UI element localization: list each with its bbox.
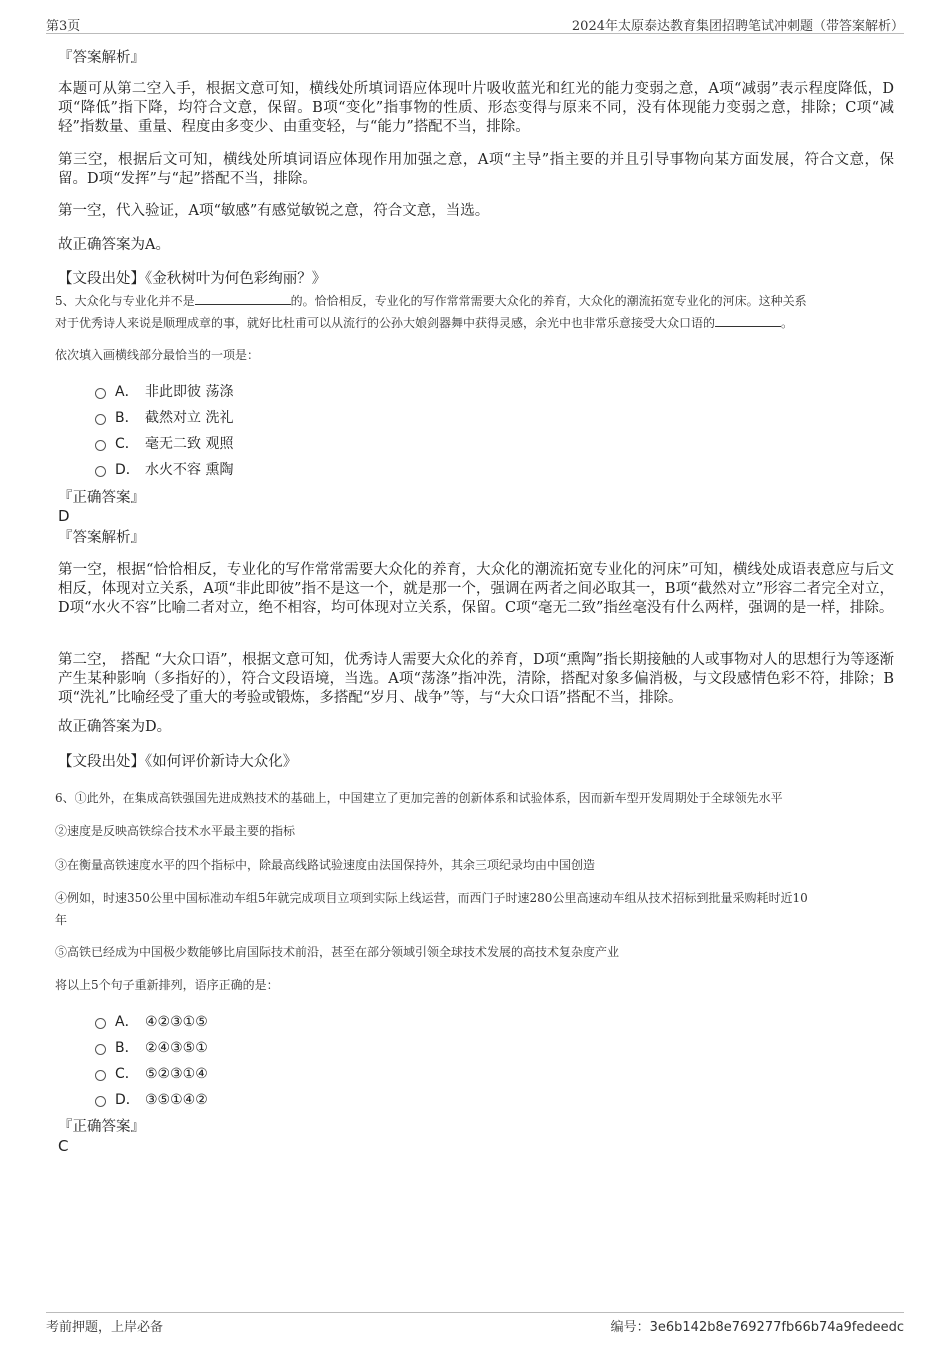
analysis-label: 『答案解析』 [58, 530, 145, 546]
sentence-4: ④例如，时速350公里中国标准动车组5年就完成项目立项到实际上线运营，而西门子时速280公里高速动车组从技术招标到批量采购耗时近10 年 [55, 891, 808, 927]
sentence-5: ⑤高铁已经成为中国极少数能够比肩国际技术前沿，甚至在部分领域引领全球技术发展的高技术复杂度产业 [55, 945, 620, 959]
blank-line [195, 290, 291, 305]
radio-icon[interactable] [95, 388, 106, 399]
question-prompt: 依次填入画横线部分最恰当的一项是： [55, 348, 260, 362]
option-d[interactable]: D． ③⑤①④② [95, 1090, 208, 1110]
page-number: 第3页 [46, 19, 81, 34]
sentence-3: ③在衡量高铁速度水平的四个指标中，除最高线路试验速度由法国保持外，其余三项纪录均由中国创造 [55, 858, 596, 872]
radio-icon[interactable] [95, 440, 106, 451]
radio-icon[interactable] [95, 414, 106, 425]
option-d[interactable]: D． 水火不容 熏陶 [95, 460, 233, 480]
sentence-1: 6、①此外，在集成高铁强国先进成熟技术的基础上，中国建立了更加完善的创新体系和试验体系，因而新车型开发周期处于全球领先水平 [55, 791, 783, 805]
question-prompt: 将以上5个句子重新排列，语序正确的是： [55, 978, 279, 992]
analysis-conclusion: 故正确答案为D。 [58, 719, 172, 735]
option-a[interactable]: A． 非此即彼 荡涤 [95, 382, 233, 402]
analysis-conclusion: 故正确答案为A。 [58, 237, 170, 253]
blank-line [715, 312, 781, 327]
document-id: 编号：3e6b142b8e769277fb66b74a9fedeedc [610, 1320, 904, 1335]
radio-icon[interactable] [95, 1044, 106, 1055]
analysis-paragraph: 第二空， 搭配 “大众口语”，根据文意可知，优秀诗人需要大众化的养育，D项“熏陶”指长期接触的人或事物对人的思想行为等逐渐产生某种影响（多指好的），符合文段语境，当选。A项“荡涤”指冲洗，清除，搭配对象多偏消极，与文段感情色彩不符，排除；B项“洗礼”比喻经受了重大的考验或锻炼，多搭配“岁月、战争”等，与“大众口语”搭配不当，排除。 [58, 652, 894, 706]
passage-source: 【文段出处】《如何评价新诗大众化》 [58, 754, 298, 770]
page-header [46, 13, 904, 34]
analysis-paragraph: 第一空，根据“恰恰相反，专业化的写作常常需要大众化的养育，大众化的潮流拓宽专业化的河床”可知，横线处成语表意应与后文相反，体现对立关系，A项“非此即彼”指不是这一个，就是那一个，强调在两者之间必取其一，B项“截然对立”形容二者完全对立，D项“水火不容”比喻二者对立，绝不相容，均可体现对立关系，保留。C项“毫无二致”指丝毫没有什么两样，强调的是一样，排除。 [58, 562, 894, 616]
sentence-2: ②速度是反映高铁综合技术水平最主要的指标 [55, 824, 296, 838]
radio-icon[interactable] [95, 1070, 106, 1081]
correct-answer: C [58, 1137, 69, 1155]
option-c[interactable]: C． ⑤②③①④ [95, 1064, 208, 1084]
option-c[interactable]: C． 毫无二致 观照 [95, 434, 233, 454]
document-title: 2024年太原泰达教育集团招聘笔试冲刺题（带答案解析） [571, 19, 904, 34]
correct-answer-label: 『正确答案』 [58, 490, 145, 506]
analysis-label: 『答案解析』 [58, 50, 145, 66]
analysis-paragraph: 第三空，根据后文可知，横线处所填词语应体现作用加强之意，A项“主导”指主要的并且引导事物向某方面发展，符合文意，保留。D项“发挥”与“起”搭配不当，排除。 [58, 152, 894, 187]
option-b[interactable]: B． 截然对立 洗礼 [95, 408, 233, 428]
footer-slogan: 考前押题，上岸必备 [46, 1320, 164, 1335]
page-footer [46, 1312, 904, 1337]
question-stem: 5、大众化与专业化并不是 的。恰恰相反，专业化的写作常常需要大众化的养育，大众化的潮流拓宽专业化的河床。这种关系 对于优秀诗人来说是顺理成章的事，就好比杜甫可以从流行的公孙大娘剑器舞中获得灵感，余光中也非常乐意接受大众口语的 。 [55, 290, 897, 334]
analysis-paragraph: 本题可从第二空入手，根据文意可知，横线处所填词语应体现叶片吸收蓝光和红光的能力变弱之意，A项“减弱”表示程度降低，D项“降低”指下降，均符合文意，保留。B项“变化”指事物的性质、形态变得与原来不同，没有体现能力变弱之意，排除；C项“减轻”指数量、重量、程度由多变少、由重变轻，与“能力”搭配不当，排除。 [58, 81, 894, 135]
passage-source: 【文段出处】《金秋树叶为何色彩绚丽？》 [58, 271, 327, 287]
analysis-paragraph: 第一空，代入验证，A项“敏感”有感觉敏锐之意，符合文意，当选。 [58, 203, 490, 219]
radio-icon[interactable] [95, 1096, 106, 1107]
radio-icon[interactable] [95, 1018, 106, 1029]
option-b[interactable]: B． ②④③⑤① [95, 1038, 208, 1058]
correct-answer: D [58, 507, 70, 525]
correct-answer-label: 『正确答案』 [58, 1119, 145, 1135]
radio-icon[interactable] [95, 466, 106, 477]
option-a[interactable]: A． ④②③①⑤ [95, 1012, 208, 1032]
